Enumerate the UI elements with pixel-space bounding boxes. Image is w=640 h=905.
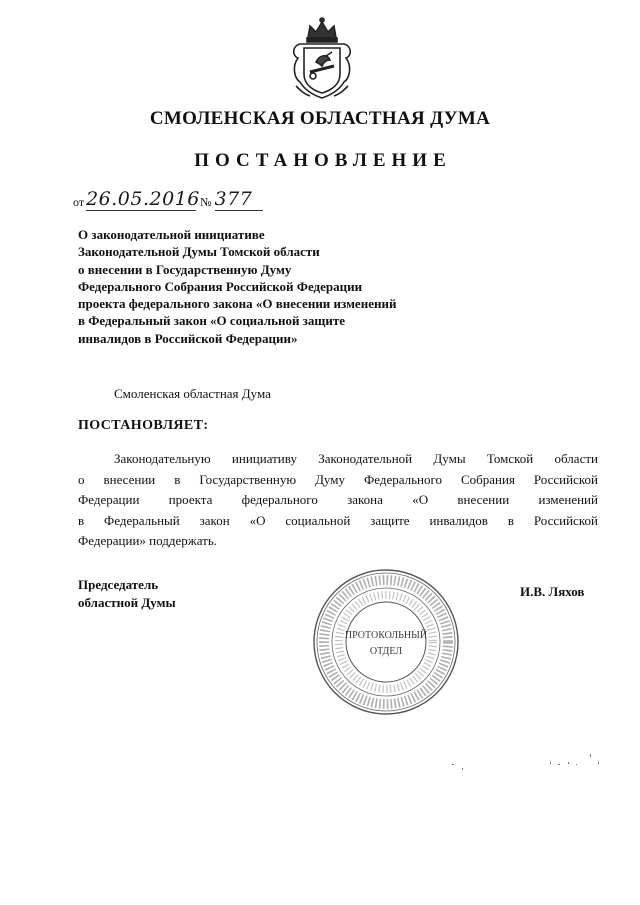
- body-word: Федерального: [363, 471, 442, 487]
- body-word: «О: [249, 512, 266, 528]
- coat-of-arms-icon: [286, 16, 358, 102]
- signatory-name: И.В. Ляхов: [520, 584, 585, 599]
- body-line: [78, 470, 598, 491]
- official-seal: [310, 566, 462, 718]
- signatory-title: [78, 576, 176, 612]
- body-word: внесении: [103, 471, 156, 487]
- body-word: закон: [199, 512, 230, 528]
- signatory-title-line: Председатель: [78, 577, 159, 592]
- body-word: инвалидов: [429, 512, 488, 528]
- organization-name: СМОЛЕНСКАЯ ОБЛАСТНАЯ ДУМА: [149, 108, 491, 129]
- body-word: внесении: [457, 492, 510, 507]
- body-word: Законодательную: [114, 451, 211, 466]
- body-word: Томской: [486, 451, 534, 466]
- document-number: 377: [215, 188, 263, 211]
- resolution-body: [78, 449, 598, 552]
- body-line: [78, 490, 598, 511]
- body-word: федерального: [241, 492, 318, 507]
- body-word: Думы: [433, 451, 466, 466]
- body-word: в: [174, 471, 181, 487]
- body-word: Федеральный: [104, 512, 180, 528]
- subject-line: инвалидов в Российской Федерации»: [78, 330, 298, 346]
- date-number-line: [73, 188, 263, 211]
- body-word: защите: [370, 512, 410, 528]
- number-prefix: №: [200, 195, 212, 209]
- body-word: Российской: [533, 471, 598, 487]
- body-word: Думу: [315, 471, 345, 487]
- subject-line: о внесении в Государственную Думу: [78, 261, 292, 277]
- body-word: «О: [412, 492, 429, 507]
- subject-line: в Федеральный закон «О социальной защите: [78, 313, 346, 329]
- seal-text-line: ПРОТОКОЛЬНЫЙ: [344, 630, 428, 641]
- body-word: о: [78, 471, 85, 487]
- body-word: в: [507, 512, 514, 528]
- document-subject: [78, 226, 498, 347]
- body-line: [78, 449, 598, 470]
- seal-text-line: ОТДЕЛ: [369, 646, 403, 657]
- body-word: области: [554, 451, 598, 466]
- body-word: Собрания: [460, 471, 515, 487]
- subject-line: проекта федерального закона «О внесении изменений: [78, 296, 397, 312]
- body-word: Законодательной: [318, 451, 413, 466]
- document-date: 26.05.2016: [86, 188, 200, 210]
- body-word: изменений: [538, 492, 598, 507]
- signatory-title-line: областной Думы: [78, 595, 176, 610]
- preamble: Смоленская областная Дума: [114, 386, 271, 401]
- body-line: [78, 511, 598, 532]
- body-word: Федерации: [78, 492, 140, 507]
- body-word: закона: [347, 492, 383, 507]
- subject-line: Законодательной Думы Томской области: [78, 244, 320, 260]
- body-word: проекта: [168, 492, 213, 507]
- resolves-heading: ПОСТАНОВЛЯЕТ:: [78, 418, 209, 433]
- date-prefix: от: [73, 195, 85, 209]
- subject-line: О законодательной инициативе: [78, 227, 265, 242]
- subject-line: Федерального Собрания Российской Федерации: [78, 278, 363, 294]
- body-word: социальной: [285, 512, 351, 528]
- body-word: в: [78, 512, 85, 528]
- body-word: Государственную: [199, 471, 297, 487]
- body-word: инициативу: [231, 451, 297, 466]
- body-line: Федерации» поддержать.: [78, 533, 218, 548]
- body-word: Российской: [533, 512, 598, 528]
- document-type-title: ПОСТАНОВЛЕНИЕ: [194, 150, 452, 171]
- scan-specks: [440, 750, 620, 780]
